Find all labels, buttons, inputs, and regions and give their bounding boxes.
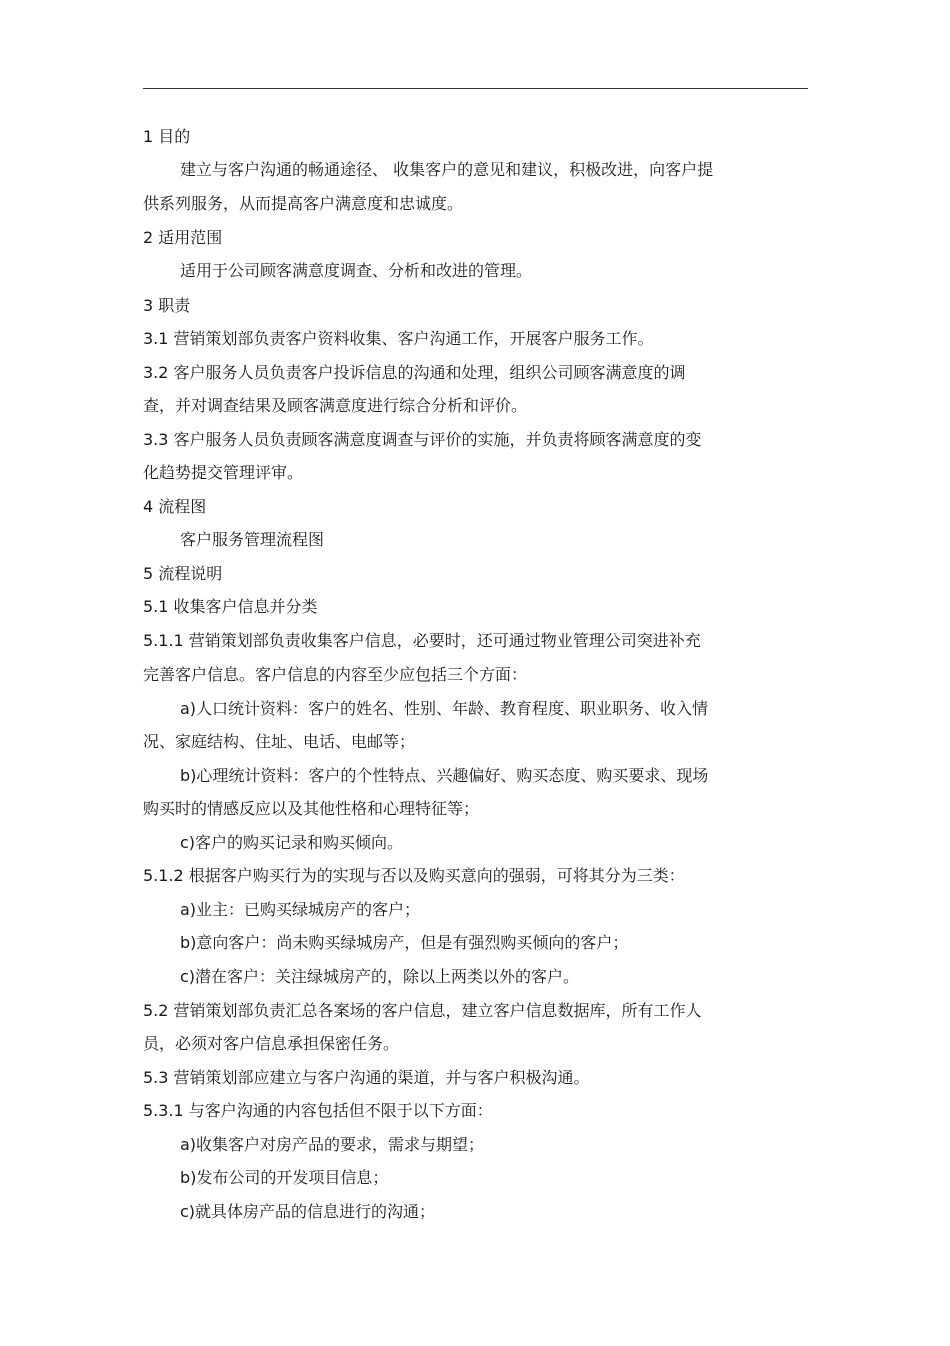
text-line: 客户服务管理流程图: [180, 530, 325, 549]
text-line: 化趋势提交管理评审。: [143, 463, 304, 482]
text-line: a)人口统计资料：客户的姓名、性别、年龄、教育程度、职业职务、收入情: [180, 699, 709, 718]
text-line: 5.3 营销策划部应建立与客户沟通的渠道，并与客户积极沟通。: [143, 1068, 590, 1087]
text-line: 员，必须对客户信息承担保密任务。: [143, 1034, 400, 1053]
text-line: b)意向客户：尚未购买绿城房产，但是有强烈购买倾向的客户；: [180, 933, 629, 952]
text-line: c)就具体房产品的信息进行的沟通；: [180, 1202, 436, 1221]
text-line: 5.1.2 根据客户购买行为的实现与否以及购买意向的强弱，可将其分为三类：: [143, 866, 685, 885]
text-line: b)心理统计资料：客户的个性特点、兴趣偏好、购买态度、购买要求、现场: [180, 766, 709, 785]
text-line: 建立与客户沟通的畅通途径、 收集客户的意见和建议，积极改进，向客户提: [180, 160, 714, 179]
text-line: 3.2 客户服务人员负责客户投诉信息的沟通和处理，组织公司顾客满意度的调: [143, 363, 686, 382]
text-line: 查，并对调查结果及顾客满意度进行综合分析和评价。: [143, 396, 528, 415]
text-line: 3.3 客户服务人员负责顾客满意度调查与评价的实施，并负责将顾客满意度的变: [143, 430, 702, 449]
text-line: 3 职责: [143, 296, 191, 315]
text-line: 3.1 营销策划部负责客户资料收集、客户沟通工作，开展客户服务工作。: [143, 329, 654, 348]
text-line: a)业主：已购买绿城房产的客户；: [180, 900, 421, 919]
text-line: 供系列服务，从而提高客户满意度和忠诚度。: [143, 194, 464, 213]
text-line: 1 目的: [143, 127, 191, 146]
text-line: c)客户的购买记录和购买倾向。: [180, 833, 404, 852]
text-line: 5.2 营销策划部负责汇总各案场的客户信息，建立客户信息数据库，所有工作人: [143, 1001, 702, 1020]
text-line: 适用于公司顾客满意度调查、分析和改进的管理。: [180, 261, 533, 280]
text-line: b)发布公司的开发项目信息；: [180, 1168, 389, 1187]
header-rule: [143, 88, 808, 89]
text-line: 购买时的情感反应以及其他性格和心理特征等；: [143, 799, 480, 818]
text-line: 5.1 收集客户信息并分类: [143, 597, 318, 616]
text-line: 5 流程说明: [143, 564, 223, 583]
text-line: c)潜在客户：关注绿城房产的，除以上两类以外的客户。: [180, 967, 580, 986]
text-line: a)收集客户对房产品的要求，需求与期望；: [180, 1135, 485, 1154]
text-line: 5.1.1 营销策划部负责收集客户信息，必要时，还可通过物业管理公司突进补充: [143, 631, 701, 650]
text-line: 完善客户信息。客户信息的内容至少应包括三个方面：: [143, 665, 528, 684]
text-line: 况、家庭结构、住址、电话、电邮等；: [143, 732, 416, 751]
text-line: 5.3.1 与客户沟通的内容包括但不限于以下方面：: [143, 1101, 493, 1120]
text-line: 4 流程图: [143, 497, 207, 516]
text-line: 2 适用范围: [143, 228, 223, 247]
